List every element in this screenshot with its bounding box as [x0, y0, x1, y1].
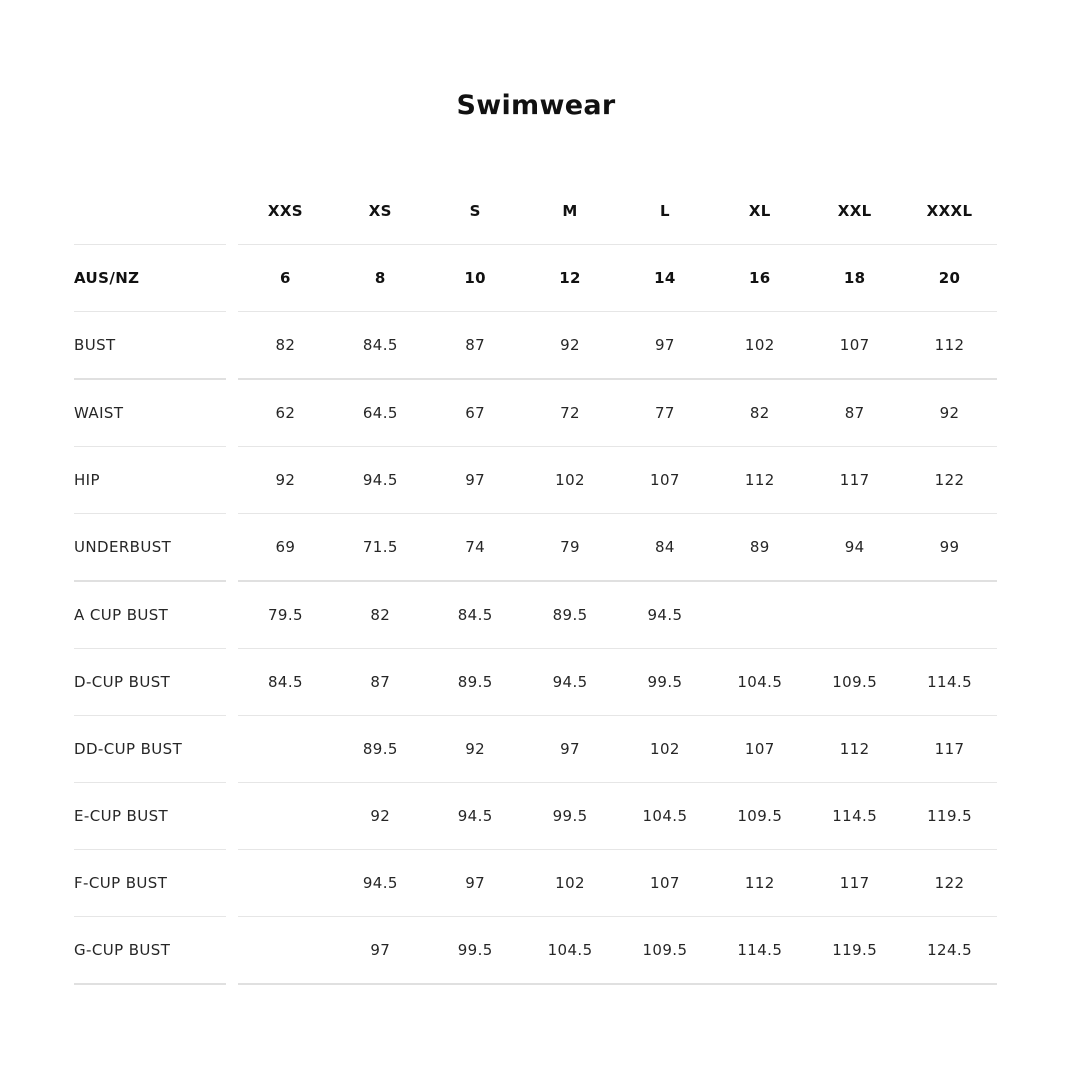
row-label: DD-CUP BUST — [74, 716, 226, 783]
measurement-cell: 16 — [712, 245, 807, 312]
measurement-cell: 99 — [902, 514, 997, 582]
measurement-cell: 94.5 — [333, 447, 428, 514]
measurement-cell: 79.5 — [238, 582, 333, 649]
measurement-cell: 94.5 — [428, 783, 523, 850]
measurement-cell — [902, 582, 997, 649]
measurement-cell: 84.5 — [428, 582, 523, 649]
measurement-cell: 87 — [333, 649, 428, 716]
table-row — [74, 245, 997, 312]
header-corner-cell — [74, 178, 226, 245]
row-label: F-CUP BUST — [74, 850, 226, 917]
table-row — [74, 582, 997, 649]
table-row — [74, 716, 997, 783]
measurement-cell: 89.5 — [523, 582, 618, 649]
measurement-cell: 10 — [428, 245, 523, 312]
measurement-cell: 114.5 — [902, 649, 997, 716]
size-header: XXL — [807, 178, 902, 245]
size-header: XL — [712, 178, 807, 245]
measurement-cell: 109.5 — [807, 649, 902, 716]
measurement-cell: 94.5 — [333, 850, 428, 917]
measurement-cell: 87 — [428, 312, 523, 380]
measurement-cell: 114.5 — [807, 783, 902, 850]
measurement-cell: 97 — [428, 850, 523, 917]
row-label: AUS/NZ — [74, 245, 226, 312]
measurement-cell — [238, 917, 333, 985]
measurement-cell: 112 — [807, 716, 902, 783]
measurement-cell: 112 — [712, 850, 807, 917]
size-chart-body — [74, 245, 997, 985]
measurement-cell: 99.5 — [618, 649, 713, 716]
table-row — [74, 649, 997, 716]
measurement-cell: 92 — [523, 312, 618, 380]
measurement-cell: 92 — [333, 783, 428, 850]
size-header: XXS — [238, 178, 333, 245]
row-label: G-CUP BUST — [74, 917, 226, 985]
measurement-cell: 89.5 — [428, 649, 523, 716]
measurement-cell: 84 — [618, 514, 713, 582]
measurement-cell: 97 — [428, 447, 523, 514]
table-row — [74, 850, 997, 917]
row-label: D-CUP BUST — [74, 649, 226, 716]
header-row — [74, 178, 997, 245]
measurement-cell: 87 — [807, 380, 902, 447]
measurement-cell: 71.5 — [333, 514, 428, 582]
size-header: XXXL — [902, 178, 997, 245]
measurement-cell: 74 — [428, 514, 523, 582]
measurement-cell: 97 — [618, 312, 713, 380]
measurement-cell: 18 — [807, 245, 902, 312]
table-row — [74, 783, 997, 850]
measurement-cell: 109.5 — [712, 783, 807, 850]
table-row — [74, 380, 997, 447]
measurement-cell: 107 — [712, 716, 807, 783]
measurement-cell: 82 — [333, 582, 428, 649]
measurement-cell: 92 — [238, 447, 333, 514]
measurement-cell: 102 — [523, 850, 618, 917]
measurement-cell — [238, 783, 333, 850]
measurement-cell: 114.5 — [712, 917, 807, 985]
size-header: S — [428, 178, 523, 245]
measurement-cell: 112 — [902, 312, 997, 380]
measurement-cell: 122 — [902, 850, 997, 917]
measurement-cell: 97 — [523, 716, 618, 783]
measurement-cell: 119.5 — [807, 917, 902, 985]
table-row — [74, 312, 997, 380]
measurement-cell: 112 — [712, 447, 807, 514]
measurement-cell: 84.5 — [333, 312, 428, 380]
page-title: Swimwear — [456, 90, 616, 121]
measurement-cell: 107 — [618, 850, 713, 917]
measurement-cell: 92 — [428, 716, 523, 783]
measurement-cell: 94.5 — [523, 649, 618, 716]
measurement-cell — [238, 850, 333, 917]
measurement-cell: 107 — [807, 312, 902, 380]
measurement-cell: 62 — [238, 380, 333, 447]
measurement-cell: 104.5 — [523, 917, 618, 985]
measurement-cell: 72 — [523, 380, 618, 447]
size-header: M — [523, 178, 618, 245]
measurement-cell: 99.5 — [523, 783, 618, 850]
measurement-cell: 117 — [807, 850, 902, 917]
measurement-cell: 97 — [333, 917, 428, 985]
measurement-cell: 82 — [238, 312, 333, 380]
measurement-cell: 12 — [523, 245, 618, 312]
size-header: L — [618, 178, 713, 245]
table-row — [74, 917, 997, 985]
measurement-cell: 69 — [238, 514, 333, 582]
measurement-cell: 117 — [902, 716, 997, 783]
measurement-cell: 84.5 — [238, 649, 333, 716]
measurement-cell: 109.5 — [618, 917, 713, 985]
row-label: HIP — [74, 447, 226, 514]
measurement-cell: 82 — [712, 380, 807, 447]
measurement-cell — [238, 716, 333, 783]
measurement-cell: 79 — [523, 514, 618, 582]
measurement-cell: 89 — [712, 514, 807, 582]
measurement-cell: 117 — [807, 447, 902, 514]
measurement-cell: 107 — [618, 447, 713, 514]
table-row — [74, 514, 997, 582]
size-header: XS — [333, 178, 428, 245]
table-row — [74, 447, 997, 514]
row-label: E-CUP BUST — [74, 783, 226, 850]
measurement-cell — [807, 582, 902, 649]
row-label: BUST — [74, 312, 226, 380]
row-label: WAIST — [74, 380, 226, 447]
measurement-cell: 94 — [807, 514, 902, 582]
measurement-cell: 6 — [238, 245, 333, 312]
measurement-cell: 102 — [618, 716, 713, 783]
measurement-cell: 64.5 — [333, 380, 428, 447]
measurement-cell: 104.5 — [618, 783, 713, 850]
measurement-cell: 102 — [523, 447, 618, 514]
measurement-cell: 122 — [902, 447, 997, 514]
size-chart-table — [74, 178, 997, 985]
measurement-cell: 14 — [618, 245, 713, 312]
row-label: A CUP BUST — [74, 582, 226, 649]
measurement-cell — [712, 582, 807, 649]
measurement-cell: 99.5 — [428, 917, 523, 985]
measurement-cell: 77 — [618, 380, 713, 447]
measurement-cell: 8 — [333, 245, 428, 312]
measurement-cell: 124.5 — [902, 917, 997, 985]
measurement-cell: 20 — [902, 245, 997, 312]
measurement-cell: 89.5 — [333, 716, 428, 783]
measurement-cell: 104.5 — [712, 649, 807, 716]
measurement-cell: 119.5 — [902, 783, 997, 850]
measurement-cell: 102 — [712, 312, 807, 380]
row-label: UNDERBUST — [74, 514, 226, 582]
measurement-cell: 67 — [428, 380, 523, 447]
measurement-cell: 94.5 — [618, 582, 713, 649]
measurement-cell: 92 — [902, 380, 997, 447]
